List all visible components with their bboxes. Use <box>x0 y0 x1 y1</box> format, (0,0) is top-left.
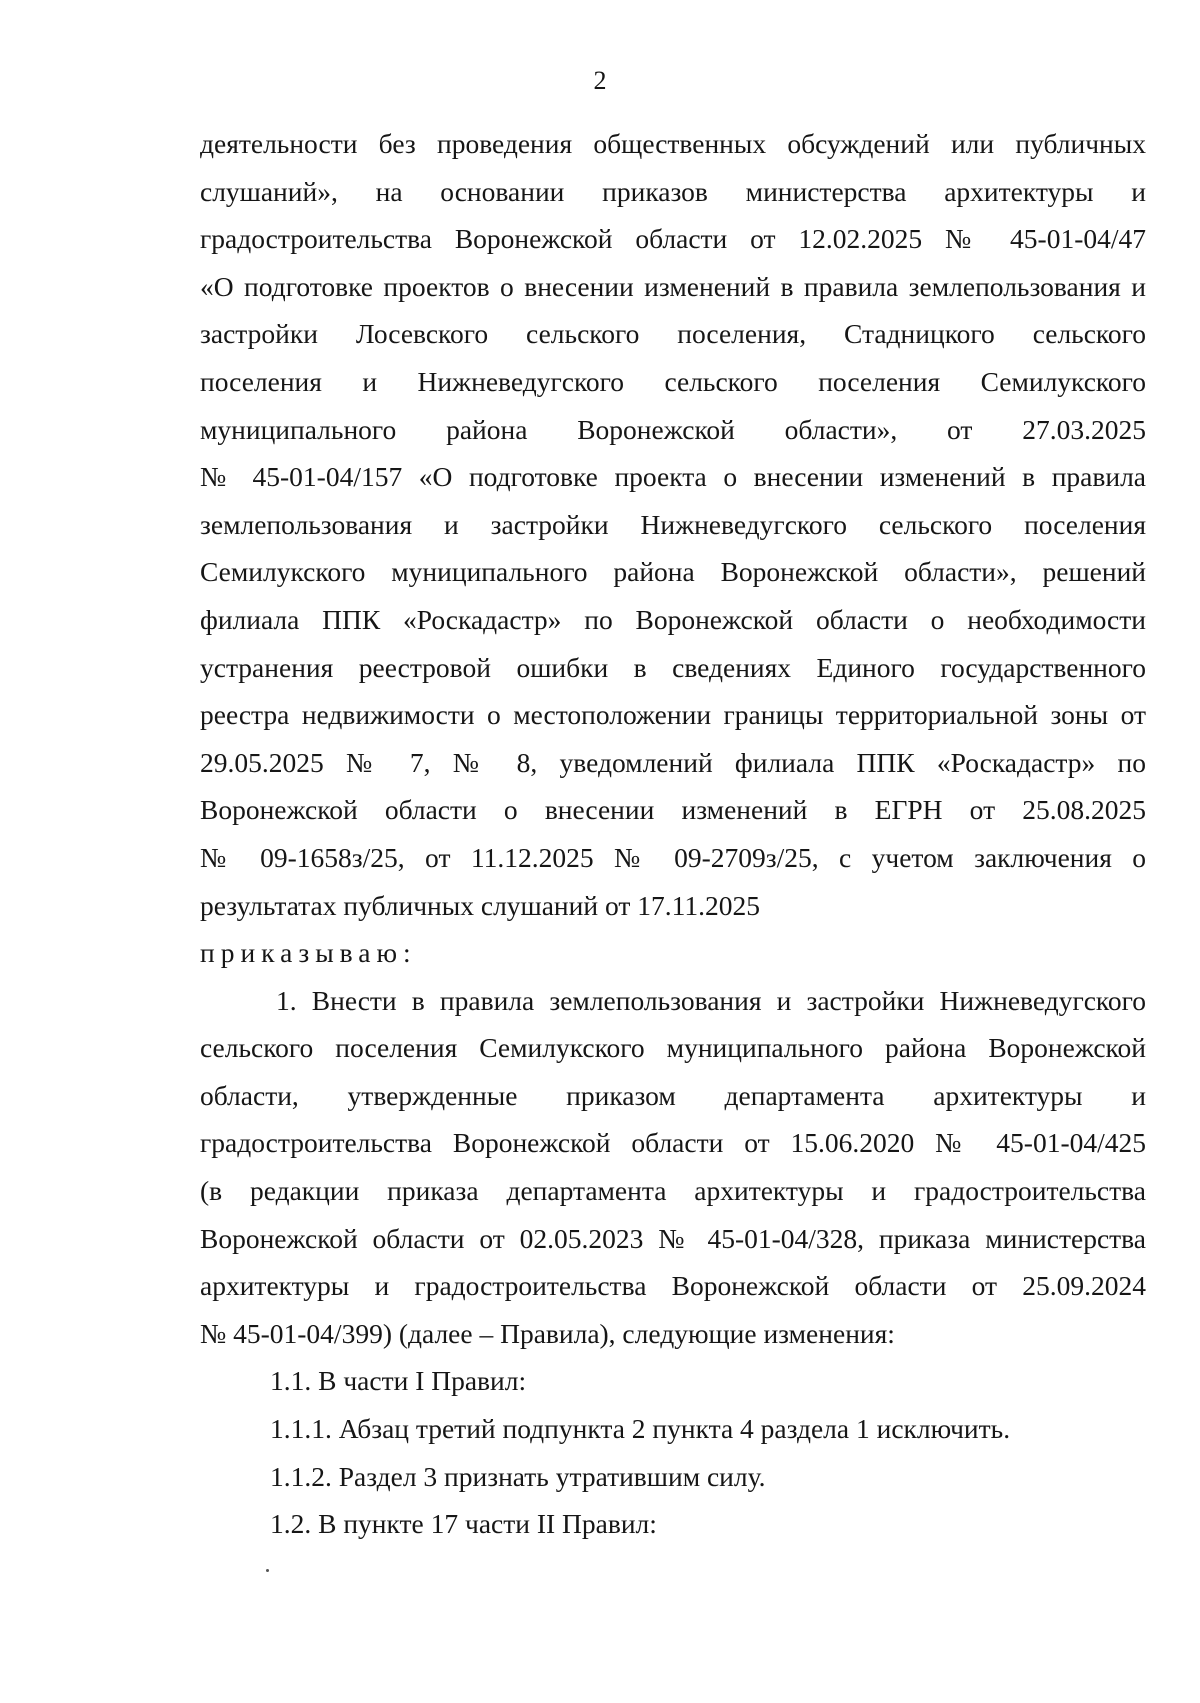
text-line: результатах публичных слушаний от 17.11.2025 <box>200 889 760 921</box>
text-line: 1.1.1. Абзац третий подпункта 2 пункта 4 раздела 1 исключить. <box>270 1413 1011 1445</box>
text-line: 1.1. В части I Правил: <box>270 1365 527 1397</box>
text-line: сельского поселения Семилукского муниципального района Воронежской <box>200 1032 1146 1064</box>
document-body <box>200 120 1146 1548</box>
text-line: устранения реестровой ошибки в сведениях Единого государственного <box>200 651 1146 683</box>
text-line: филиала ППК «Роскадастр» по Воронежской области о необходимости <box>200 603 1146 635</box>
text-line: Воронежской области о внесении изменений в ЕГРН от 25.08.2025 <box>200 794 1146 826</box>
text-line: градостроительства Воронежской области от 15.06.2020 № 45-01-04/425 <box>200 1127 1146 1159</box>
text-line: архитектуры и градостроительства Воронежской области от 25.09.2024 <box>200 1270 1146 1302</box>
text-line: 1. Внести в правила землепользования и застройки Нижневедугского <box>276 984 1146 1016</box>
page-number: 2 <box>593 66 607 95</box>
text-line: поселения и Нижневедугского сельского поселения Семилукского <box>200 365 1146 397</box>
order-keyword: приказываю: <box>200 937 417 969</box>
text-line: 1.2. В пункте 17 части II Правил: <box>270 1508 657 1540</box>
text-line: «О подготовке проектов о внесении изменений в правила землепользования и <box>200 270 1146 302</box>
text-line: землепользования и застройки Нижневедугского сельского поселения <box>200 508 1146 540</box>
text-line: № 09-1658з/25, от 11.12.2025 № 09-2709з/25, с учетом заключения о <box>200 841 1146 873</box>
text-line: муниципального района Воронежской области», от 27.03.2025 <box>200 413 1146 445</box>
text-line: (в редакции приказа департамента архитектуры и градостроительства <box>200 1175 1146 1207</box>
text-line: 29.05.2025 № 7, № 8, уведомлений филиала ППК «Роскадастр» по <box>200 746 1146 778</box>
text-line: № 45-01-04/157 «О подготовке проекта о внесении изменений в правила <box>200 461 1146 493</box>
text-line: деятельности без проведения общественных обсуждений или публичных <box>200 128 1146 159</box>
text-line: Воронежской области от 02.05.2023 № 45-01-04/328, приказа министерства <box>200 1222 1146 1254</box>
text-line: 1.1.2. Раздел 3 признать утратившим силу. <box>270 1460 766 1492</box>
text-line: области, утвержденные приказом департамента архитектуры и <box>200 1079 1146 1111</box>
text-line: застройки Лосевского сельского поселения, Стадницкого сельского <box>200 318 1146 350</box>
text-line: реестра недвижимости о местоположении границы территориальной зоны от <box>200 699 1146 731</box>
scan-speck <box>266 1569 269 1572</box>
text-line: градостроительства Воронежской области от 12.02.2025 № 45-01-04/47 <box>200 223 1146 255</box>
text-line: № 45-01-04/399) (далее – Правила), следующие изменения: <box>200 1317 895 1349</box>
text-line: Семилукского муниципального района Воронежской области», решений <box>200 556 1146 588</box>
text-line: слушаний», на основании приказов министерства архитектуры и <box>200 175 1146 207</box>
